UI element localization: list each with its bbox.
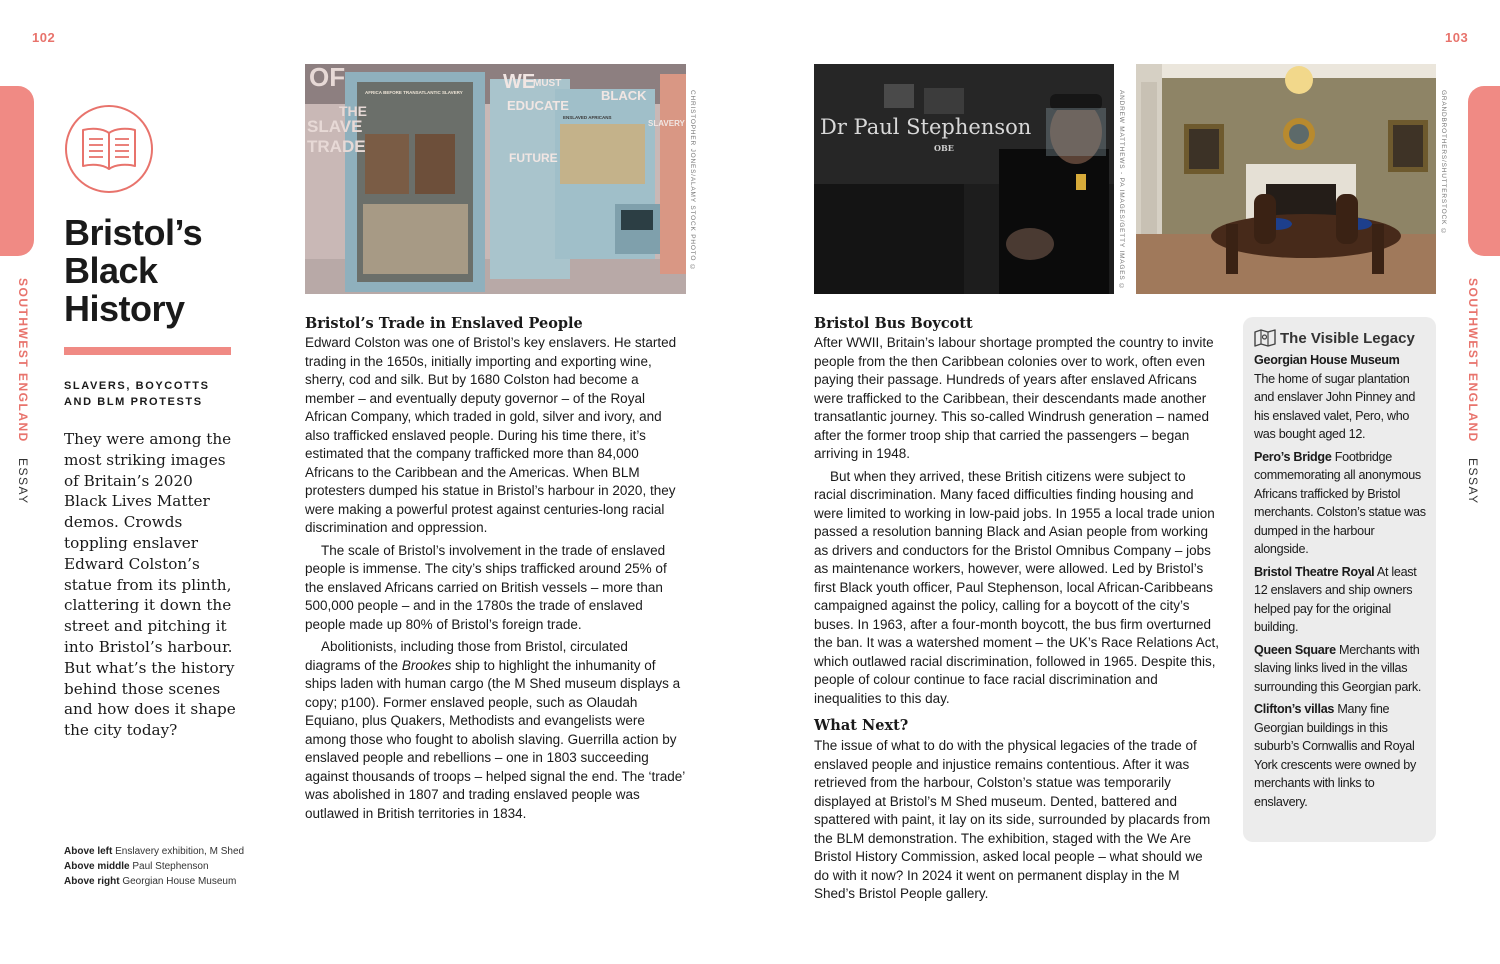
caption-text: Enslavery exhibition, M Shed (115, 846, 245, 857)
paragraph-trade-3b: ship to highlight the inhumanity of ships laden with human cargo (the M Shed museum displays a copy; p100). Former enslaved people, such as Olaudah Equiano, plus Quakers, Methodists and evangelists were among those who fought to abolish slaving. Guerrilla action by enslaved people and rebellions – one in 1803 succeeding against thousands of troops – helped signal the end. The ‘trade’ was abolished in 1807 and trading enslaved people was outlawed in British territories in 1834. (305, 657, 685, 821)
section-label: SOUTHWEST ENGLAND (1466, 278, 1480, 443)
ship-name: Brookes (401, 657, 452, 673)
photo-credit-right: GRANDBROTHERS/SHUTTERSTOCK © (1440, 90, 1447, 236)
sidebar-item-name: Pero’s Bridge (1254, 449, 1332, 464)
caption-right (64, 874, 254, 889)
page-title (64, 214, 244, 328)
heading-what-next: What Next? (814, 717, 909, 734)
paragraph-what-next: The issue of what to do with the physical legacies of the trade of enslaved people and injustice remains contentious. After it was retrieved from the harbour, Colston’s statue was temporarily displayed at Bristol’s M Shed museum. Dented, battered and spattered with paint, it lay on its side, surrounded by placards from the BLM demonstration. The exhibition, staged with the We Are Bristol History Commission, asked local people – what should we do with it now? In 2024 it went on permanent display in the M Shed’s Bristol People gallery. (814, 738, 1211, 901)
sign-future: FUTURE (509, 151, 558, 165)
article-column-boycott (814, 314, 1221, 908)
sidebar-item (1254, 700, 1426, 811)
essay-badge (65, 105, 153, 193)
heading-boycott: Bristol Bus Boycott (814, 315, 973, 332)
sidebar-item-name: Clifton’s villas (1254, 702, 1335, 716)
sidebar-item (1254, 563, 1426, 637)
caption-label: Above middle (64, 861, 130, 872)
caption-label: Above right (64, 876, 120, 887)
photo-captions (64, 844, 254, 889)
subtitle-line-2: AND BLM PROTESTS (64, 396, 203, 408)
article-column-trade (305, 314, 686, 827)
caption-text: Georgian House Museum (122, 876, 237, 887)
title-line-3: History (64, 288, 185, 329)
page-number-right: 103 (1445, 30, 1469, 45)
sign-trade: TRADE (307, 137, 366, 156)
title-underline (64, 347, 231, 355)
essay-label: ESSAY (1466, 457, 1480, 505)
paragraph-trade-3a: Abolitionists, including those from Bristol, circulated diagrams of the (305, 639, 628, 673)
caption-left (64, 844, 254, 859)
subtitle (64, 378, 244, 410)
photo-exhibition (305, 64, 686, 294)
heading-trade: Bristol’s Trade in Enslaved People (305, 315, 583, 332)
intro-paragraph: They were among the most striking images of Britain’s 2020 Black Lives Matter demos. Crowds toppling enslaver Edward Colston’s statue from its plinth, clattering it down the street and pitching it into Bristol’s harbour. But what’s the history behind those scenes and how does it shape the city today? (64, 430, 236, 740)
caption-label: Above left (64, 846, 113, 857)
sidebar-item-text: At least 12 enslavers and ship owners helped pay for the original building. (1254, 564, 1417, 634)
sign-slavery: SLAVERY (648, 119, 685, 128)
section-label: SOUTHWEST ENGLAND (16, 278, 30, 443)
subtitle-line-1: SLAVERS, BOYCOTTS (64, 380, 210, 392)
edge-tab-right (1468, 86, 1500, 256)
photo-credit-middle: ANDREW MATTHEWS - PA IMAGES/GETTY IMAGES © (1118, 90, 1125, 291)
sidebar-item (1254, 641, 1426, 697)
page-number-left: 102 (32, 30, 56, 45)
paragraph-trade-3 (305, 638, 686, 823)
sign-must: MUST (533, 78, 562, 89)
sidebar-title (1254, 329, 1426, 347)
photo-georgian-house (1136, 64, 1436, 294)
sidebar-visible-legacy (1243, 317, 1436, 842)
sidebar-item-name: Queen Square (1254, 642, 1336, 657)
photo-paul-stephenson (814, 64, 1114, 294)
title-line-1: Bristol’s (64, 212, 203, 253)
sign-the: THE (339, 103, 367, 119)
sidebar-title-text: The Visible Legacy (1280, 329, 1415, 347)
paragraph-boycott-2: But when they arrived, these British citizens were subject to racial discrimination. Many faced difficulties finding housing and were limited to working in low-paid jobs. In 1955 a local trade union passed a resolution banning Black and Asian people from working as drivers and conductors for the Bristol Omnibus Company – jobs as maintenance workers, however, were allowed. Led by Bristol’s first Black youth officer, Paul Stephenson, local African-Caribbeans campaigned against the policy, calling for a boycott of the city’s buses. In 1963, after a four-month boycott, the bus firm overturned the ban. It was a watershed moment – the UK’s Race Relations Act, which outlawed racial discrimination, followed in 1965. Despite this, people of colour continue to face racial discrimination and inequalities to this day. (814, 468, 1219, 706)
sidebar-item-name: Georgian House Museum (1254, 353, 1400, 367)
paragraph-trade-2: The scale of Bristol’s involvement in the trade of enslaved people is immense. The city’s ships trafficked around 25% of the enslaved Africans carried on British vessels – more than 500,000 people – and in the 1780s the trade of enslaved people made up 80% of Bristol’s foreign trade. (305, 542, 667, 632)
paragraph-boycott-1: After WWII, Britain’s labour shortage prompted the country to invite people from the then Caribbean colonies over to work, often even paying their passage. Hundreds of years after enslaved Africans were trafficked to the Caribbean, their descendants made another transatlantic journey. This so-called Windrush generation – named after the former troop ship that carried the passengers – began arriving in 1948. (814, 335, 1214, 461)
sign-slave: SLAVE (307, 117, 363, 136)
sign-africa: AFRICA BEFORE TRANSATLANTIC SLAVERY (365, 90, 463, 95)
photo-honour-overlay: OBE (934, 143, 954, 153)
map-book-icon (1254, 329, 1276, 347)
sign-enslaved: ENSLAVED AFRICANS (563, 115, 612, 120)
paragraph-trade-1: Edward Colston was one of Bristol’s key enslavers. He started trading in the 1650s, initially importing and exporting wine, sherry, cod and silk. But by 1680 Colston had become a member – and eventually deputy governor – of the Royal African Company, which traded in gold, silver and ivory, and also trafficked enslaved people. During his time there, it’s estimated that the company trafficked more than 84,000 Africans to the Caribbean and the Americas. When BLM protesters dumped his statue in Bristol’s harbour in 2020, they were making a powerful protest against centuries-long racial discrimination and oppression. (305, 335, 677, 535)
sidebar-item (1254, 351, 1426, 444)
essay-label: ESSAY (16, 457, 30, 505)
sidebar-item-text: Many fine Georgian buildings in this suburb’s Cornwallis and Royal York crescents were owned by merchants with links to enslavery. (1254, 702, 1416, 809)
sidebar-item-text: The home of sugar plantation and enslaver John Pinney and his enslaved valet, Pero, who was bought aged 12. (1254, 371, 1416, 441)
sidebar-item-name: Bristol Theatre Royal (1254, 564, 1375, 579)
sidebar-item-text: Merchants with slaving links lived in the villas surrounding this Georgian park. (1254, 642, 1422, 694)
title-line-2: Black (64, 250, 158, 291)
sign-we: WE (503, 71, 536, 93)
photo-name-overlay: Dr Paul Stephenson (820, 115, 1032, 139)
photo-credit-left: CHRISTOPHER JONES/ALAMY STOCK PHOTO © (689, 90, 696, 272)
open-book-icon (78, 124, 140, 174)
edge-tab-left (0, 86, 34, 256)
side-label-right (1466, 278, 1480, 504)
caption-middle (64, 859, 254, 874)
side-label-left (16, 278, 30, 504)
sign-black: BLACK (601, 88, 647, 103)
sign-of: OF (309, 64, 346, 92)
sidebar-item (1254, 448, 1426, 559)
sign-educate: EDUCATE (507, 98, 569, 113)
caption-text: Paul Stephenson (132, 861, 209, 872)
sidebar-item-text: Footbridge commemorating all anonymous Africans trafficked by Bristol merchants. Colston’s statue was dumped in the harbour alongside. (1254, 449, 1426, 556)
